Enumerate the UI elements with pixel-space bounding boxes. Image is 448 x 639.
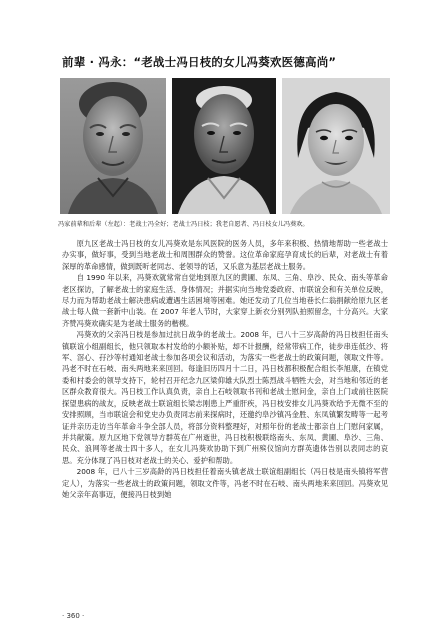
article-body (62, 238, 388, 500)
photo-young-woman (282, 78, 390, 214)
article-title: 前辈 · 冯永：“老战士冯日枝的女儿冯葵欢医德高尚” (62, 55, 337, 69)
photo-caption: 冯家前辈和后辈（左起）：老战士冯全好；老战士冯日枝；我老自愿者、冯日枝女儿冯葵欢。 (58, 221, 309, 228)
paragraph: 冯葵欢的父亲冯日枝是参加过抗日战争的老战士。2008 年，已八十三岁高龄的冯日枝担任南头镇联谊小组副组长，他只领取本村发给的小额补贴，却不计报酬，经常带病工作，徒步串连低沙、将军、滘心、孖沙等村通知老战士参加各项会议和活动，为落实一些老战士的政策问题，领取文件等。冯老不时在石岐、南头两地来来回回。每逢旧历四月十二日，冯日枝都积极配合组长李旭康，在镇党委和村委会的领导支持下，轮村召开纪念九区梁仰雄大队烈士陈烈战斗牺牲大会，对当地和邻近的老区群众教育很大。冯日枝工作认真负责，亲自上石岐领取书刊和老战士慰问金，亲自上门或前往医院探望患病的战友，反映老战士联谊组长梁志刚患上严重肝疾，冯日枝安排女儿冯葵欢给予无微不至的安排照顾，当市联谊会和党史办负责同志前来探病时，还邀约阜沙镇冯金胜、东凤镇繁发畴等一起考证并亲历走访当年革命斗争全部人员，将部分资料整理好，对照年份的老战士都亲自上门慰问家属，并共献策。原九区地下党领导方群英在广州逝世，冯日枝积极联络南头、东凤、黄圃、阜沙、三角、民众、浪网等老战士四十多人，在女儿冯葵欢协助下到广州殡仪馆向方群英遗体告别以表同志的哀思。充分体现了冯日枝对老战士的关心、爱护和帮助。 (62, 330, 388, 465)
photo-elderly-woman (60, 78, 166, 214)
paragraph: 2008 年，已八十三岁高龄的冯日枝担任着南头镇老战士联谊组副组长（冯日枝是南头镇将军营定人），为落实一些老战士的政策问题，领取文件等，冯老不时在石岐、南头两地来来回回。冯葵欢见她父亲年高事迈，便接冯日枝到她 (62, 467, 388, 499)
page-number: · 360 · (62, 612, 85, 620)
photo-row (60, 78, 390, 214)
photo-elderly-man (172, 78, 276, 214)
paragraph: 原九区老战士冯日枝的女儿冯葵欢是东风医院的医务人员，多年来积极、热情地帮助一些老战士办实事，做好事，受到当地老战士和周围群众的赞誉。这位革命家庭孕育成长的后辈，对老战士有着深厚的革命感情，做到既听老同志、老领导的话，又乐意为基层老战士服务。 (62, 239, 388, 271)
paragraph: 自 1990 年以来，冯葵欢就常常自觉地到原九区的黄圃、东凤、三角、阜沙、民众、南头等革命老区探访，了解老战士的家庭生活、身体情况；并据实向当地党委政府、市联谊会和有关单位反映，尽力而为帮助老战士解决患病或遭遇生活困境等困难。她还发动了几位当地巷长仁翁捐献给原九区老战士每人做一套新中山装。在 2007 年老人节时，大家穿上新衣分别列队拍照留念，十分高兴。大家齐赞冯葵欢确实是为老战士服务的楷模。 (62, 273, 388, 328)
